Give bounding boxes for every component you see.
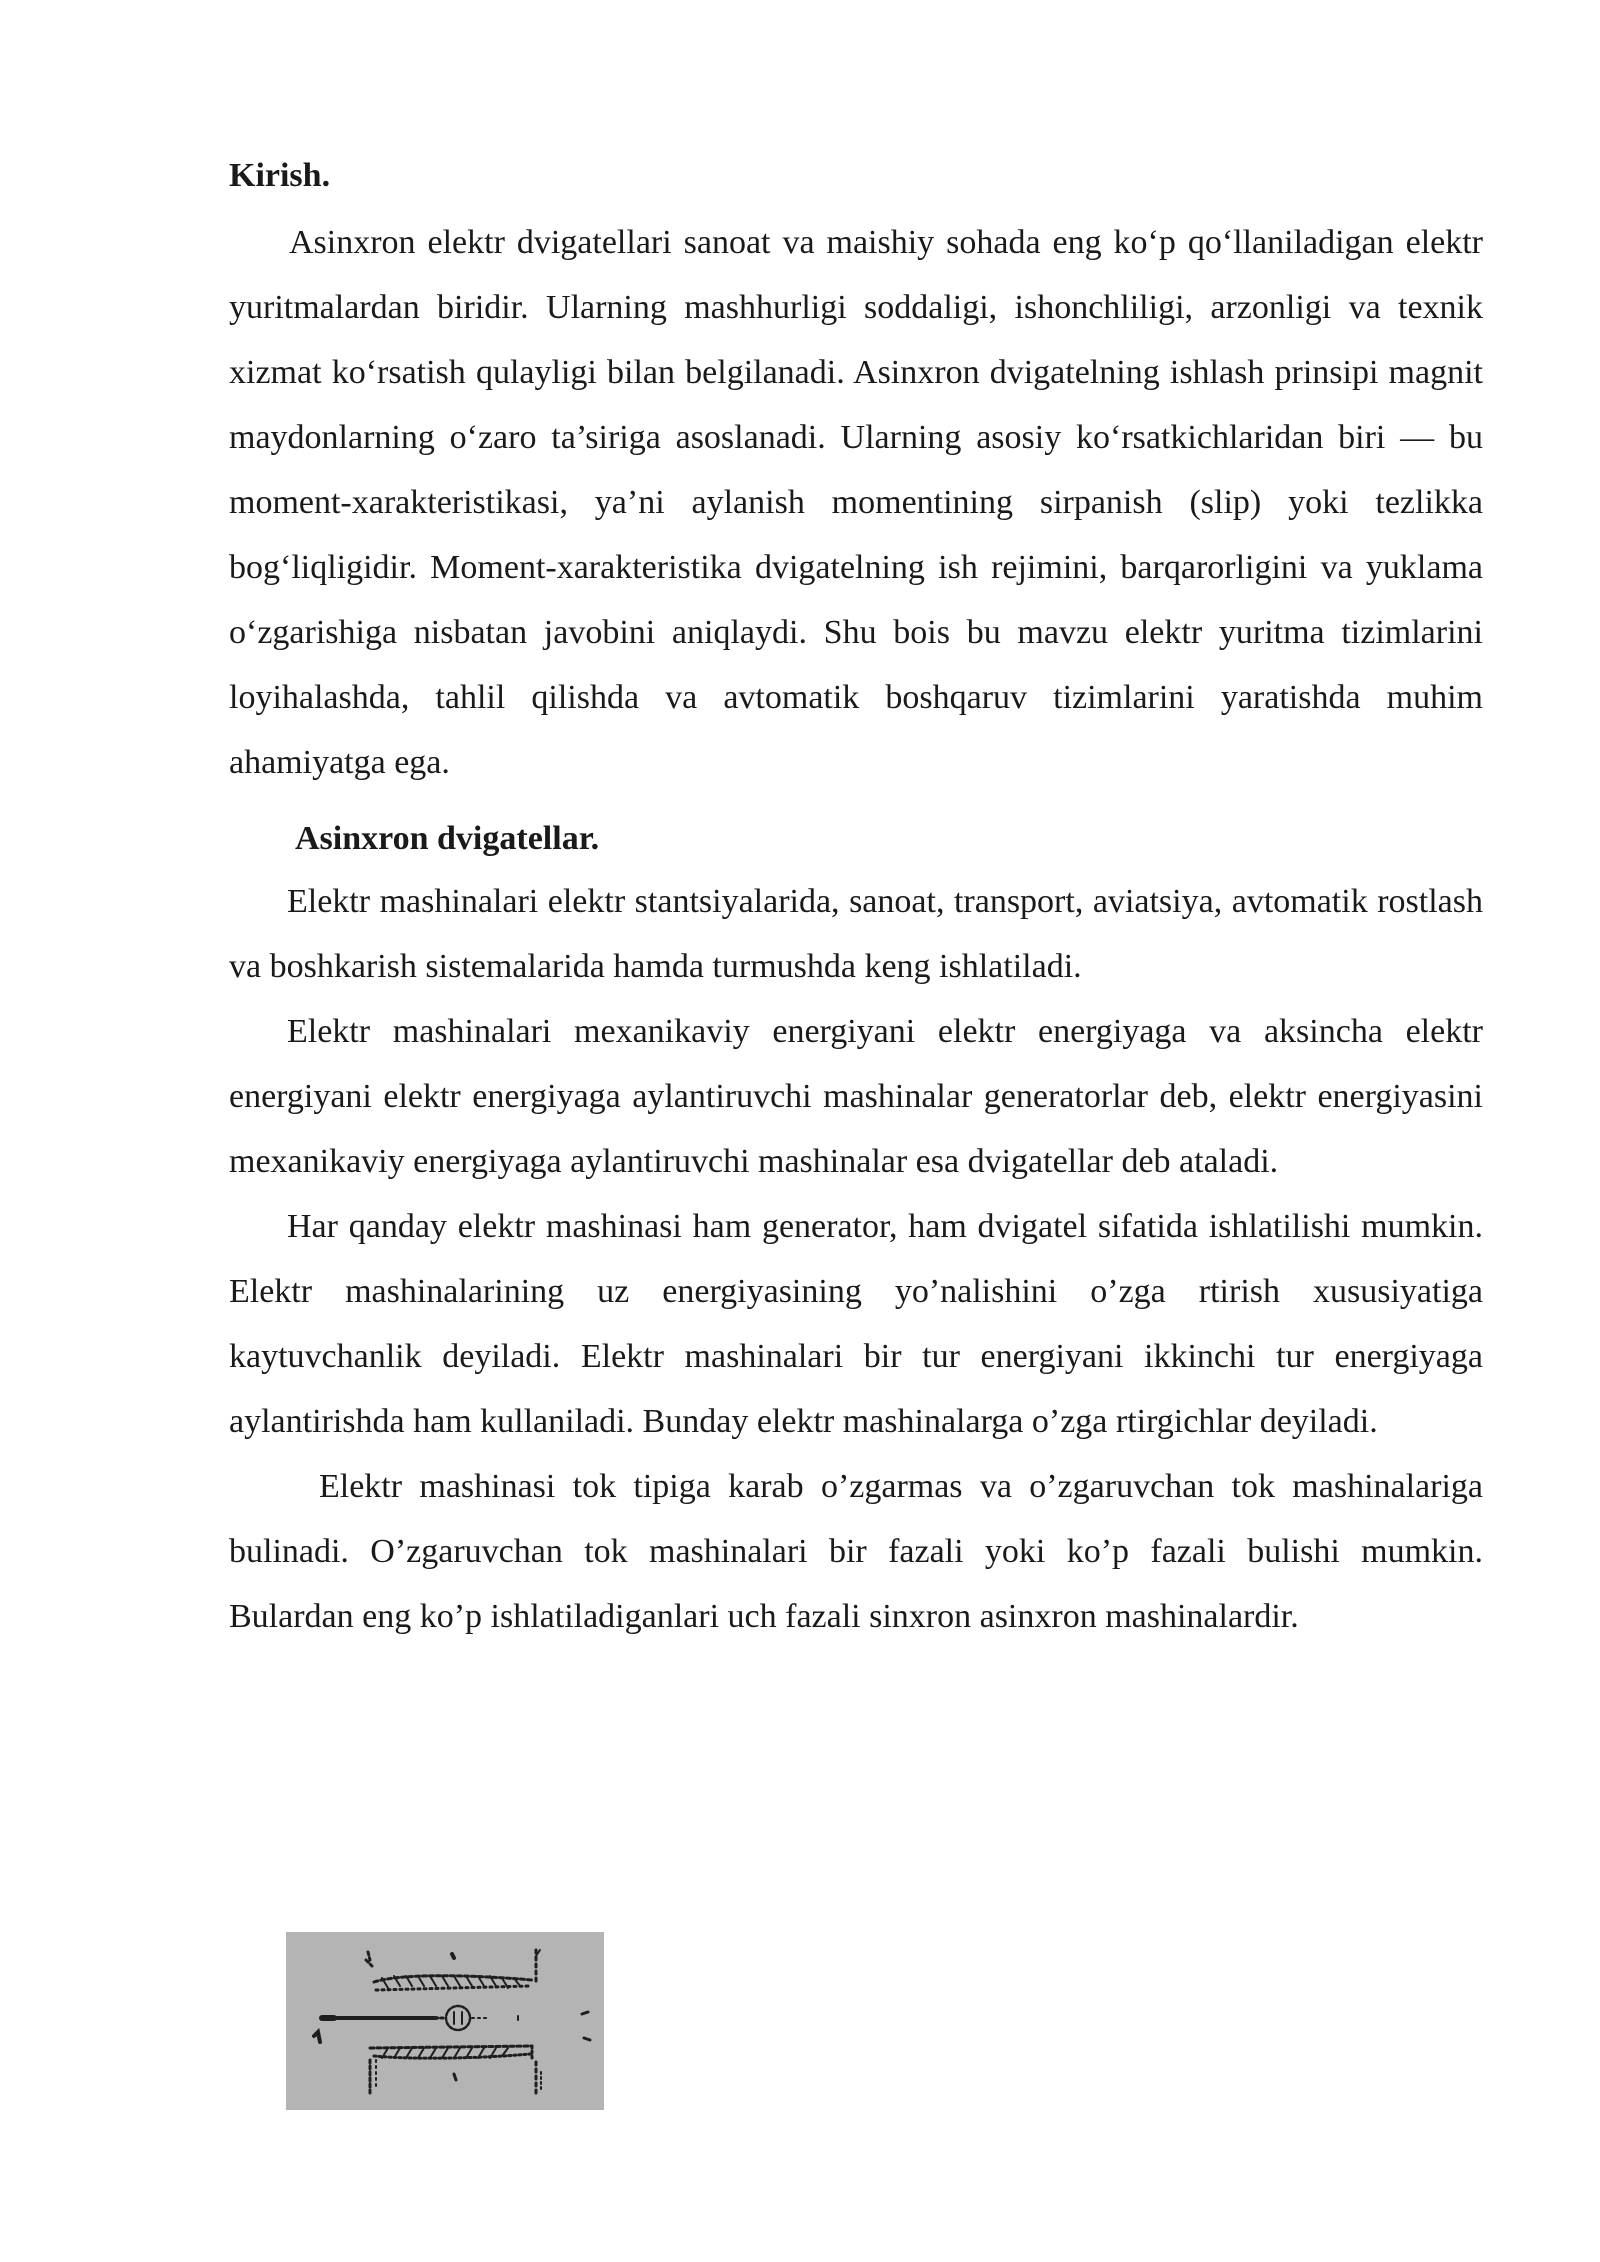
paragraph-definition: Elektr mashinalari mexanikaviy energiyani elektr energiyaga va aksincha elektr energiyani elektr energiyaga aylantiruvchi mashinalar generatorlar deb, elektr energiyasini mexanikaviy energiyaga aylantiruvchi mashinalar esa dvigatellar deb ataladi. <box>229 1013 1483 1180</box>
paragraph-reversibility: Har qanday elektr mashinasi ham generator, ham dvigatel sifatida ishlatilishi mumkin. Elektr mashinalarining uz energiyasining yo’nalishini o’zga rtirish xususiyatiga kaytuvchanlik deyiladi. Elektr mashinalari bir tur energiyani ikkinchi tur energiyaga aylantirishda ham kullaniladi. Bunday elektr mashinalarga o’zga rtirgichlar deyiladi. <box>229 1208 1483 1440</box>
intro-heading: Kirish. <box>229 157 331 194</box>
document-body <box>229 150 1483 1649</box>
section-heading: Asinxron dvigatellar. <box>295 820 600 857</box>
machine-cross-section-drawing <box>286 1932 604 2110</box>
intro-paragraph: Asinxron elektr dvigatellari sanoat va maishiy sohada eng ko‘p qo‘llaniladigan elektr yuritmalardan biridir. Ularning mashhurligi soddaligi, ishonchliligi, arzonligi va texnik xizmat ko‘rsatish qulayligi bilan belgilanadi. Asinxron dvigatelning ishlash prinsipi magnit maydonlarning o‘zaro ta’siriga asoslanadi. Ularning asosiy ko‘rsatkichlaridan biri — bu moment-xarakteristikasi, ya’ni aylanish momentining sirpanish (slip) yoki tezlikka bog‘liqligidir. Moment-xarakteristika dvigatelning ish rejimini, barqarorligini va yuklama o‘zgarishiga nisbatan javobini aniqlaydi. Shu bois bu mavzu elektr yuritma tizimlarini loyihalashda, tahlil qilishda va avtomatik boshqaruv tizimlarini yaratishda muhim ahamiyatga ega. <box>229 224 1483 781</box>
paragraph-classification: Elektr mashinasi tok tipiga karab o’zgarmas va o’zgaruvchan tok mashinalariga bulinadi. O’zgaruvchan tok mashinalari bir fazali yoki ko’p fazali bulishi mumkin. Bulardan eng ko’p ishlatiladiganlari uch fazali sinxron asinxron mashinalardir. <box>229 1468 1483 1635</box>
machine-diagram-figure <box>286 1932 604 2110</box>
paragraph-usage: Elektr mashinalari elektr stantsiyalarida, sanoat, transport, aviatsiya, avtomatik rostlash va boshkarish sistemalarida hamda turmushda keng ishlatiladi. <box>229 883 1483 985</box>
